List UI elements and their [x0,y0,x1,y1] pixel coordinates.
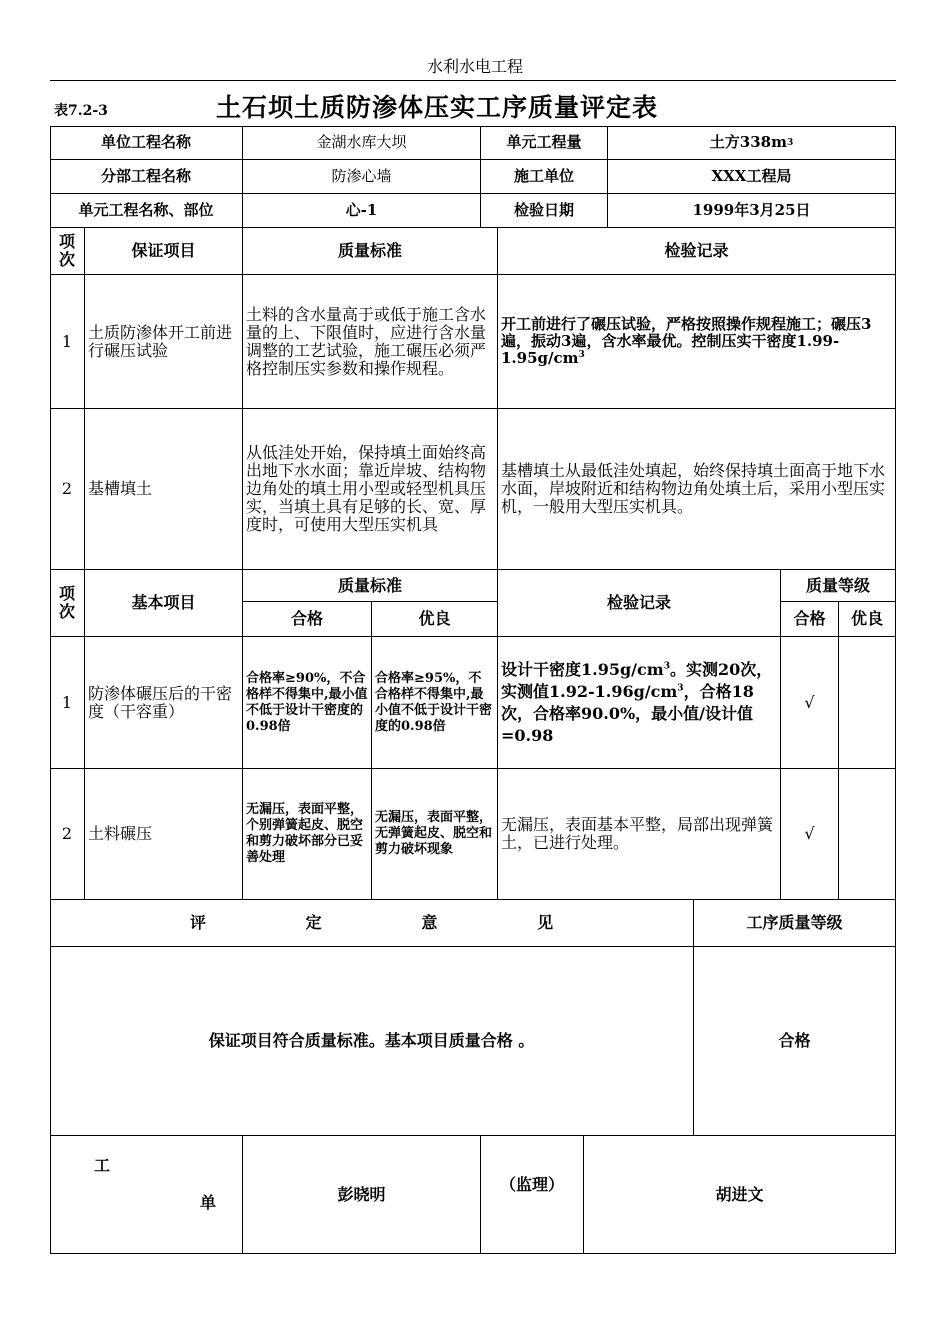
basic-row-1-grade-good [839,637,896,769]
element-value: 心-1 [243,194,481,228]
date-label: 检验日期 [481,194,608,228]
header-divider [50,80,896,81]
date-value: 1999年3月25日 [608,194,896,228]
guarantee-col-item: 保证项目 [85,228,243,275]
basic-row-1-record-sup-2: 3 [677,683,684,694]
table-number: 表7.2-3 [54,103,108,119]
signature-label-a: 工 [94,1156,111,1175]
unit-quantity-label: 单元工程量 [481,126,608,160]
basic-row-2-good-std: 无漏压，表面平整，无弹簧起皮、脱空和剪力破坏现象 [372,769,498,900]
page-title: 土石坝土质防渗体压实工序质量评定表 [216,93,659,122]
basic-row-2-pass-std: 无漏压，表面平整，个别弹簧起皮、脱空和剪力破坏部分已妥善处理 [243,769,372,900]
opinion-char-1: 评 [189,913,206,932]
basic-col-grade: 质量等级 [781,570,896,602]
guarantee-row-2-no: 2 [50,409,85,570]
opinion-char-3: 意 [421,913,438,932]
basic-col-grade-pass: 合格 [781,602,839,637]
guarantee-row-1-record-cell [498,275,896,409]
sub-project-value: 防渗心墙 [243,160,481,194]
grade-label: 工序质量等级 [694,900,896,947]
guarantee-col-standard: 质量标准 [243,228,498,275]
basic-row-1-grade-pass: √ [781,637,839,769]
sub-project-label: 分部工程名称 [50,160,243,194]
signature-label-b: 单 [200,1193,217,1212]
basic-col-pass: 合格 [243,602,372,637]
basic-row-2-no: 2 [50,769,85,900]
opinion-heading [50,900,694,947]
basic-col-good: 优良 [372,602,498,637]
opinion-char-2: 定 [305,913,322,932]
unit-project-label: 单位工程名称 [50,126,243,160]
basic-col-no: 项次 [50,570,85,637]
basic-col-grade-good: 优良 [839,602,896,637]
basic-col-item: 基本项目 [85,570,243,637]
basic-row-1-good-std: 合格率≥95%，不合格样不得集中,最小值不低于设计干密度的0.98倍 [372,637,498,769]
grade-value: 合格 [694,947,896,1136]
unit-quantity-cell: 土方338m 3 [608,126,896,160]
construction-unit-label: 施工单位 [481,160,608,194]
basic-col-standard: 质量标准 [243,570,498,602]
guarantee-row-1-no: 1 [50,275,85,409]
unit-quantity-value: 土方338m [709,133,787,151]
constructor-name: 彭晓明 [243,1136,481,1254]
basic-col-record: 检验记录 [498,570,781,637]
basic-row-2-record: 无漏压，表面基本平整，局部出现弹簧土，已进行处理。 [498,769,781,900]
basic-row-1-record-a: 设计干密度1.95g/cm [501,659,664,679]
guarantee-row-2-item: 基槽填土 [85,409,243,570]
construction-unit-value: XXX工程局 [608,160,896,194]
supervisor-name: 胡进文 [584,1136,896,1254]
basic-row-1-record-sup-1: 3 [663,661,670,672]
basic-row-1-no: 1 [50,637,85,769]
basic-row-1-pass-std: 合格率≥90%，不合格样不得集中,最小值不低于设计干密度的0.98倍 [243,637,372,769]
guarantee-col-no: 项次 [50,228,85,275]
unit-project-value: 金湖水库大坝 [243,126,481,160]
guarantee-row-1-record-sup: 3 [578,350,585,360]
opinion-text: 保证项目符合质量标准。基本项目质量合格 。 [50,947,694,1136]
guarantee-row-1-standard: 土料的含水量高于或低于施工含水量的上、下限值时，应进行含水量调整的工艺试验，施工碾压必须严格控制压实参数和操作规程。 [243,275,498,409]
basic-row-1-record-c: ，合格18次，合格率90.0%，最小值/设计值=0.98 [501,681,754,745]
supervisor-label: （监理） [481,1136,584,1254]
guarantee-row-1-record: 开工前进行了碾压试验，严格按照操作规程施工；碾压3遍，振动3遍，含水率最优。控制压实干密度1.99-1.95g/cm [501,315,872,367]
basic-row-2-grade-good [839,769,896,900]
basic-row-2-grade-pass: √ [781,769,839,900]
basic-row-2-item: 土料碾压 [85,769,243,900]
basic-row-1-record-b: 。实测20次，实测值1.92-1.96g/cm [501,659,773,701]
guarantee-col-record: 检验记录 [498,228,896,275]
guarantee-row-1-item: 土质防渗体开工前进行碾压试验 [85,275,243,409]
guarantee-row-2-standard: 从低洼处开始，保持填土面始终高出地下水水面；靠近岸坡、结构物边角处的填土用小型或轻型机具压实，当填土具有足够的长、宽、厚度时，可使用大型压实机具 [243,409,498,570]
org-header: 水利水电工程 [426,57,523,76]
basic-row-1-record-cell [498,637,781,769]
guarantee-row-2-record: 基槽填土从最低洼处填起，始终保持填土面高于地下水水面，岸坡附近和结构物边角处填土后，采用小型压实机，一般用大型压实机具。 [498,409,896,570]
signature-label-cell [50,1136,243,1254]
basic-row-1-item: 防渗体碾压后的干密度（干容重） [85,637,243,769]
opinion-char-4: 见 [537,913,554,932]
element-label: 单元工程名称、部位 [50,194,243,228]
